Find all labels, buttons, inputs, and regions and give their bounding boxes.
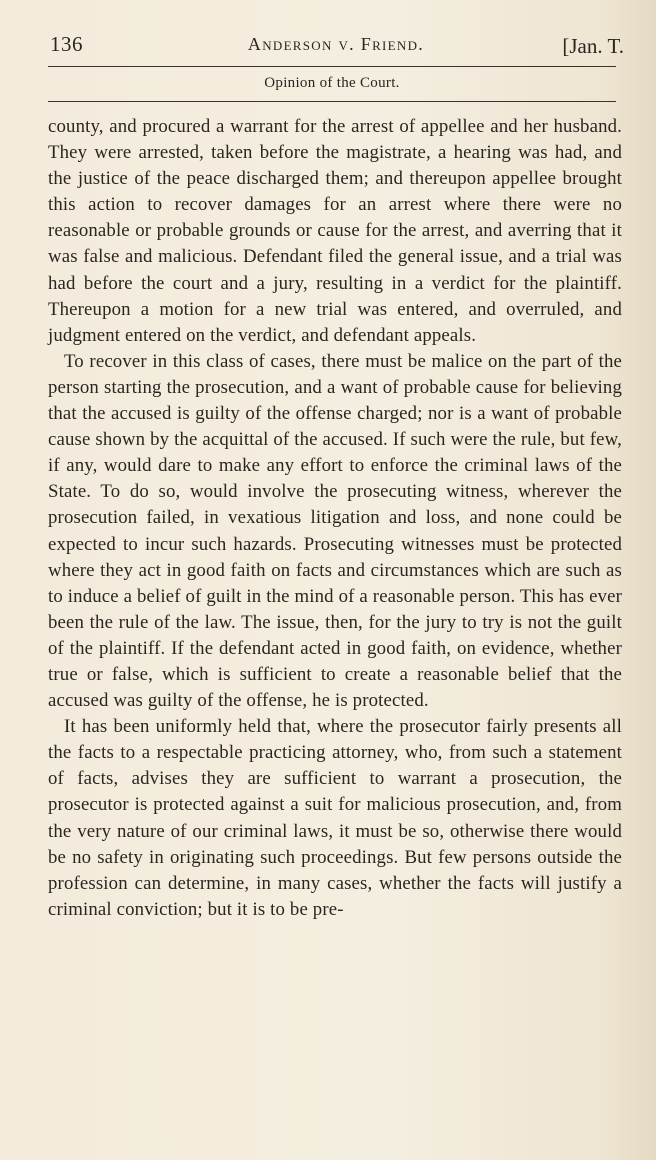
header-rule-top (48, 66, 616, 67)
page-number: 136 (50, 32, 83, 56)
running-header (48, 28, 624, 62)
section-subheading: Opinion of the Court. (264, 75, 400, 91)
opinion-text (48, 114, 622, 923)
term-date: [Jan. T. (562, 34, 624, 58)
paragraph-malice: To recover in this class of cases, there must be malice on the part of the person starting the prosecution, and a want of probable cause for believing that the accused is guilty of the offense charged; nor is a want of probable cause shown by the acquittal of the accused. If such were the rule, but few, if any, would dare to make any effort to enforce the criminal laws of the State. To do so, would involve the prosecuting witness, wherever the prosecution failed, in vexatious litigation and loss, and none could be expected to incur such hazards. Prosecuting witnesses must be protected where they act in good faith on facts and circumstances which are such as to induce a belief of guilt in the mind of a reasonable person. This has ever been the rule of the law. The issue, then, for the jury to try is not the guilt of the plaintiff. If the defendant acted in good faith, on evidence, whether true or false, which is sufficient to create a reasonable belief that the accused was guilty of the offense, he is protected. (48, 350, 622, 712)
paragraph-attorney-advice: It has been uniformly held that, where the prosecutor fairly presents all the facts to a respectable practicing attorney, who, from such a statement of facts, advises they are sufficient to warrant a prosecution, the prosecutor is protected against a suit for malicious prosecution, and, from the very nature of our criminal laws, it must be so, otherwise there would be no safety in originating such proceedings. But few persons outside the profession can determine, in many cases, whether the facts will justify a criminal conviction; but it is to be pre- (48, 716, 622, 920)
paragraph-continued: county, and procured a warrant for the arrest of appellee and her husband. They were arrested, taken before the magistrate, a hearing was had, and the justice of the peace discharged them; and thereupon appellee brought this action to recover damages for an arrest where there were no reasonable or probable grounds or cause for the arrest, and averring that it was false and malicious. Defendant filed the general issue, and a trial was had before the court and a jury, resulting in a verdict for the plaintiff. Thereupon a motion for a new trial was entered, and overruled, and judgment entered on the verdict, and defendant appeals. (48, 116, 622, 346)
header-rule-bottom (48, 101, 616, 102)
running-title: Anderson v. Friend. (247, 34, 425, 54)
